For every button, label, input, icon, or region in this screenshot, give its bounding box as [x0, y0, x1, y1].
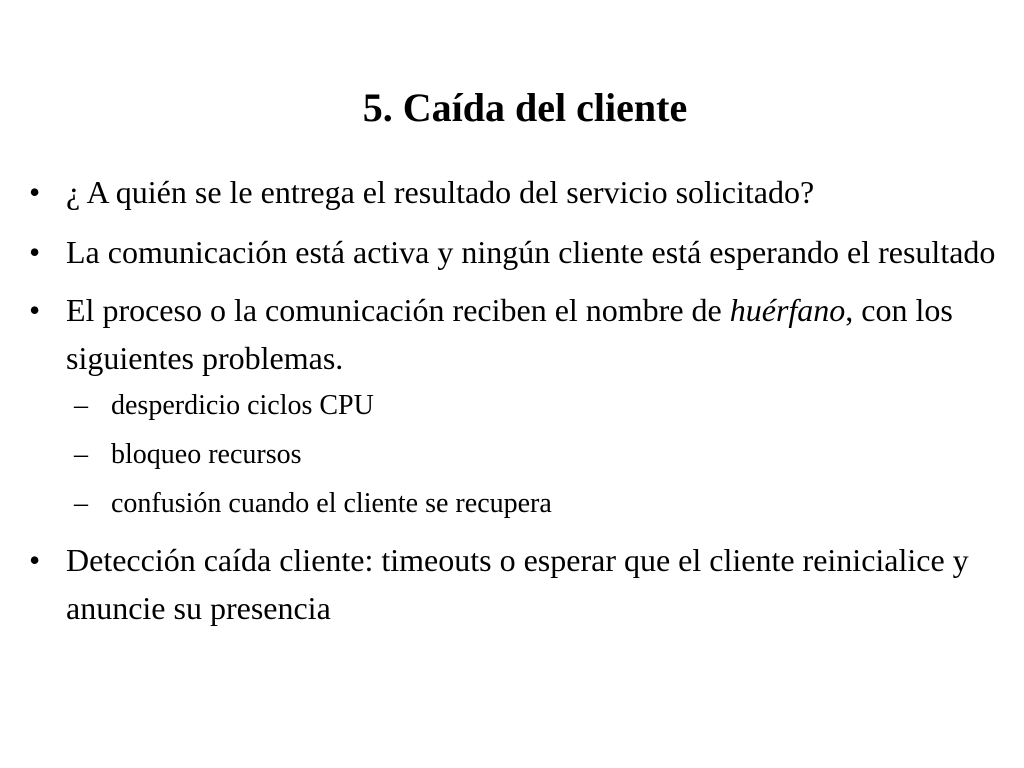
sub-bullet-resource-lock — [29, 435, 1019, 475]
bullet-text-before: El proceso o la comunicación reciben el nombre de — [66, 292, 730, 328]
bullet-emphasis-term: huérfano — [729, 292, 846, 328]
bullet-list — [29, 168, 1019, 642]
bullet-marker: • — [29, 234, 41, 270]
bullet-item-detection — [29, 536, 1019, 632]
sub-bullet-list — [29, 386, 1019, 524]
bullet-item-active-communication — [29, 228, 1019, 276]
sub-bullet-text: confusión cuando el cliente se recupera — [111, 488, 552, 519]
bullet-item-recipient-question — [29, 168, 1019, 216]
slide-title: 5. Caída del cliente — [362, 85, 688, 130]
bullet-marker: • — [29, 292, 41, 328]
bullet-marker: • — [29, 174, 41, 210]
sub-bullet-marker: – — [74, 390, 88, 421]
sub-bullet-text: desperdicio ciclos CPU — [111, 390, 374, 421]
bullet-marker: • — [29, 542, 41, 578]
bullet-item-orphan — [29, 286, 1019, 382]
sub-bullet-cpu-waste — [29, 386, 1019, 426]
bullet-text-after: , con los siguientes problemas. — [66, 292, 953, 376]
sub-bullet-marker: – — [74, 439, 88, 470]
sub-bullet-confusion — [29, 484, 1019, 524]
sub-bullet-text: bloqueo recursos — [111, 439, 302, 470]
bullet-text: Detección caída cliente: timeouts o esperar que el cliente reinicialice y anuncie su presencia — [66, 542, 969, 626]
sub-bullet-marker: – — [74, 488, 88, 519]
bullet-text: La comunicación está activa y ningún cliente está esperando el resultado — [66, 234, 996, 270]
bullet-text: ¿ A quién se le entrega el resultado del servicio solicitado? — [66, 174, 815, 210]
